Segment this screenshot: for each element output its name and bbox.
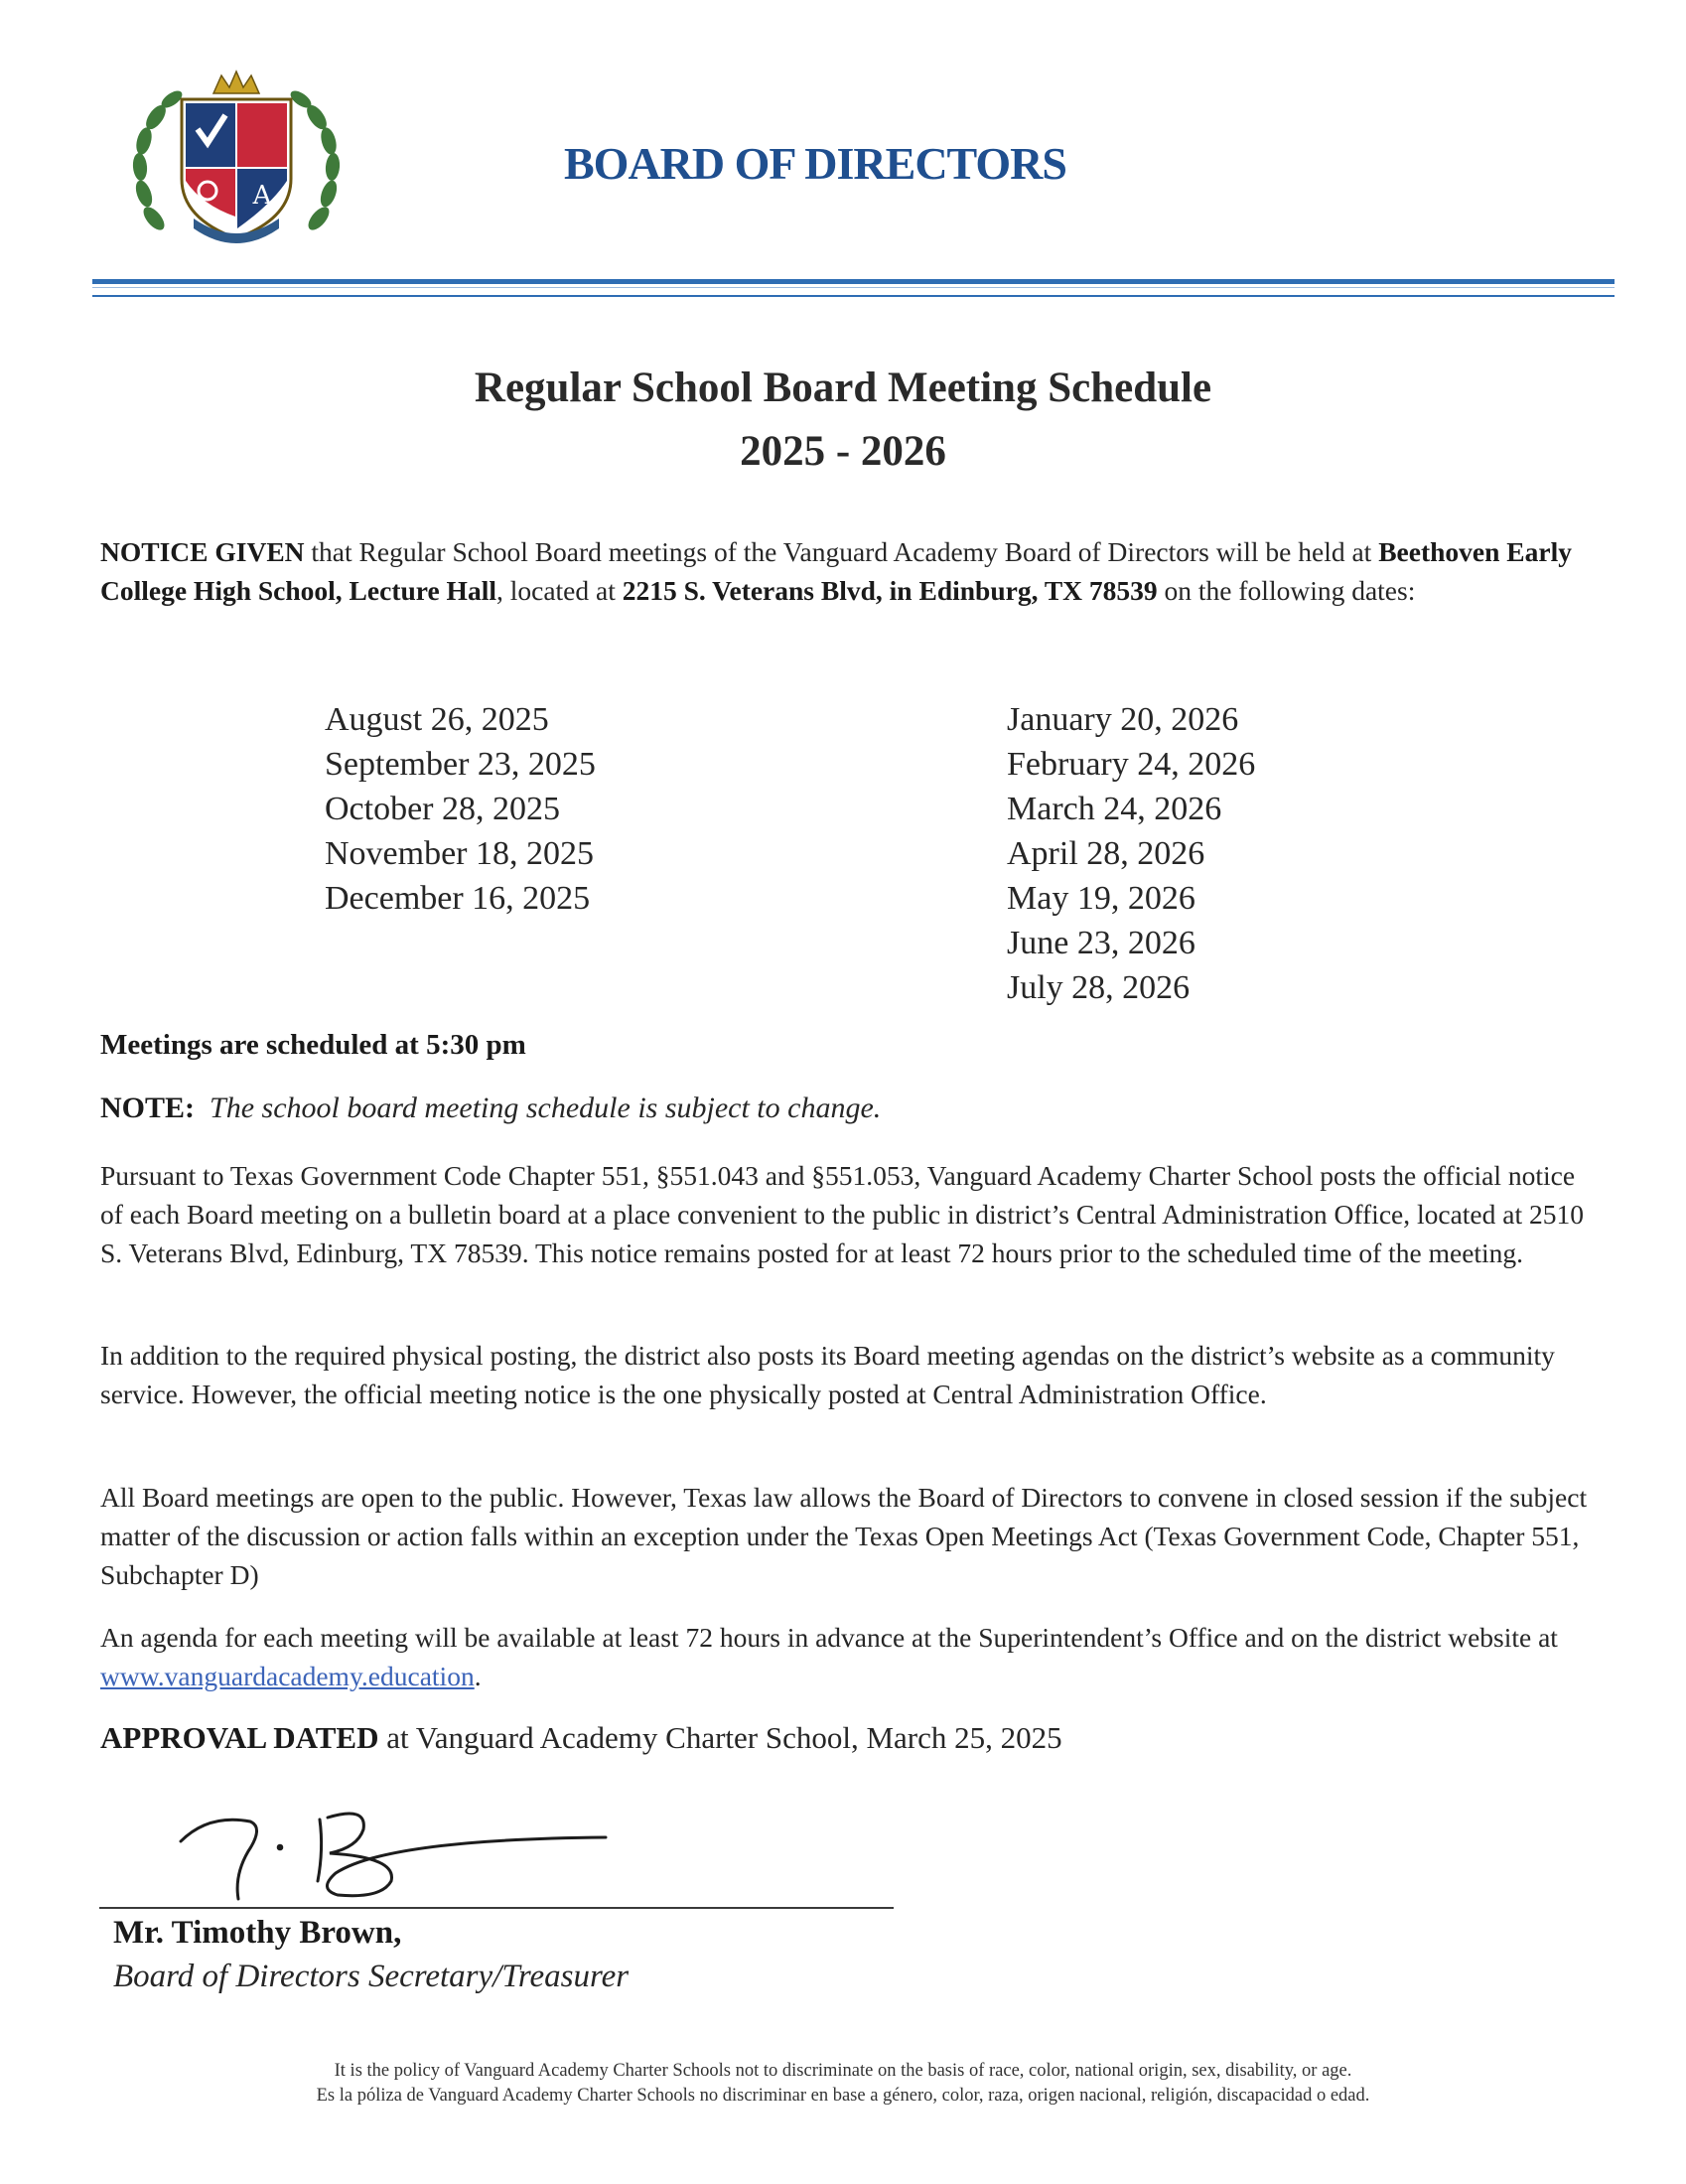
open-meetings-paragraph: All Board meetings are open to the public. However, Texas law allows the Board of Directors to convene in closed session if the subject matter of the discussion or action falls within an exception under the Texas Open Meetings Act (Texas Government Code, Chapter 551, Subchapter D): [100, 1482, 1588, 1590]
agenda-end: .: [474, 1661, 482, 1691]
header-rule-thick: [92, 279, 1615, 284]
note-text: The school board meeting schedule is subject to change.: [210, 1092, 882, 1124]
meeting-date: January 20, 2026: [1007, 701, 1239, 738]
addition-paragraph: In addition to the required physical posting, the district also posts its Board meeting agendas on the district’s website as a community service. However, the official meeting notice is the one physically posted at Central Administration Office.: [100, 1340, 1555, 1409]
meeting-date: July 28, 2026: [1007, 969, 1191, 1006]
notice-venue: Beethoven Early College High School, Lecture Hall: [100, 536, 1572, 606]
notice-paragraph: [100, 532, 1595, 610]
notice-text-3: on the following dates:: [1157, 575, 1416, 606]
pursuant-paragraph: Pursuant to Texas Government Code Chapter 551, §551.043 and §551.053, Vanguard Academy Charter School posts the official notice of each Board meeting on a bulletin board at a place convenient to the public in district’s Central Administration Office, located at 2510 S. Veterans Blvd, Edinburg, TX 78539. This notice remains posted for at least 72 hours prior to the scheduled time of the meeting.: [100, 1160, 1584, 1268]
meeting-date: May 19, 2026: [1007, 880, 1195, 917]
agenda-paragraph: [100, 1618, 1595, 1695]
meeting-date: June 23, 2026: [1007, 925, 1195, 961]
footer-policy-english: It is the policy of Vanguard Academy Charter Schools not to discriminate on the basis of race, color, national origin, sex, disability, or age.: [334, 2061, 1352, 2081]
board-title: BOARD OF DIRECTORS: [564, 138, 1066, 189]
meeting-date: October 28, 2025: [325, 791, 561, 827]
signer-title: Board of Directors Secretary/Treasurer: [113, 1959, 630, 1994]
note-label: NOTE:: [100, 1092, 196, 1124]
meeting-date: September 23, 2025: [325, 746, 596, 783]
signature-line: [99, 1907, 894, 1909]
meeting-time: Meetings are scheduled at 5:30 pm: [100, 1029, 526, 1061]
notice-text-1: that Regular School Board meetings of the Vanguard Academy Board of Directors will be held at: [304, 536, 1379, 567]
dates-column-left: [325, 697, 596, 921]
meeting-date: February 24, 2026: [1007, 746, 1256, 783]
meeting-date: August 26, 2025: [325, 701, 549, 738]
school-crest-icon: [132, 70, 341, 250]
document-title: Regular School Board Meeting Schedule: [474, 364, 1212, 411]
district-website-link[interactable]: www.vanguardacademy.education: [100, 1661, 475, 1691]
document-years: 2025 - 2026: [740, 428, 946, 475]
approval-label: APPROVAL DATED: [100, 1720, 379, 1755]
header-rule-light: [92, 287, 1615, 288]
notice-address: 2215 S. Veterans Blvd, in Edinburg, TX 78539: [622, 575, 1158, 606]
footer-policy-spanish: Es la póliza de Vanguard Academy Charter Schools no discriminar en base a género, color, raza, origen nacional, religión, discapacidad o edad.: [316, 2086, 1370, 2106]
meeting-date: March 24, 2026: [1007, 791, 1222, 827]
agenda-text: An agenda for each meeting will be available at least 72 hours in advance at the Superintendent’s Office and on the district website at: [100, 1622, 1558, 1653]
dates-column-right: [1007, 697, 1255, 1010]
meeting-date: November 18, 2025: [325, 835, 595, 872]
signer-name: Mr. Timothy Brown,: [113, 1915, 402, 1951]
approval-line: [100, 1720, 1062, 1756]
svg-text:A: A: [252, 181, 272, 211]
notice-lead: NOTICE GIVEN: [100, 536, 305, 567]
handwritten-signature-icon: [169, 1800, 616, 1909]
schedule-note: [100, 1092, 881, 1125]
notice-text-2: , located at: [495, 575, 623, 606]
approval-text: at Vanguard Academy Charter School, March 25, 2025: [378, 1720, 1062, 1755]
header-rule-thin: [92, 295, 1615, 297]
meeting-date: April 28, 2026: [1007, 835, 1205, 872]
meeting-date: December 16, 2025: [325, 880, 591, 917]
